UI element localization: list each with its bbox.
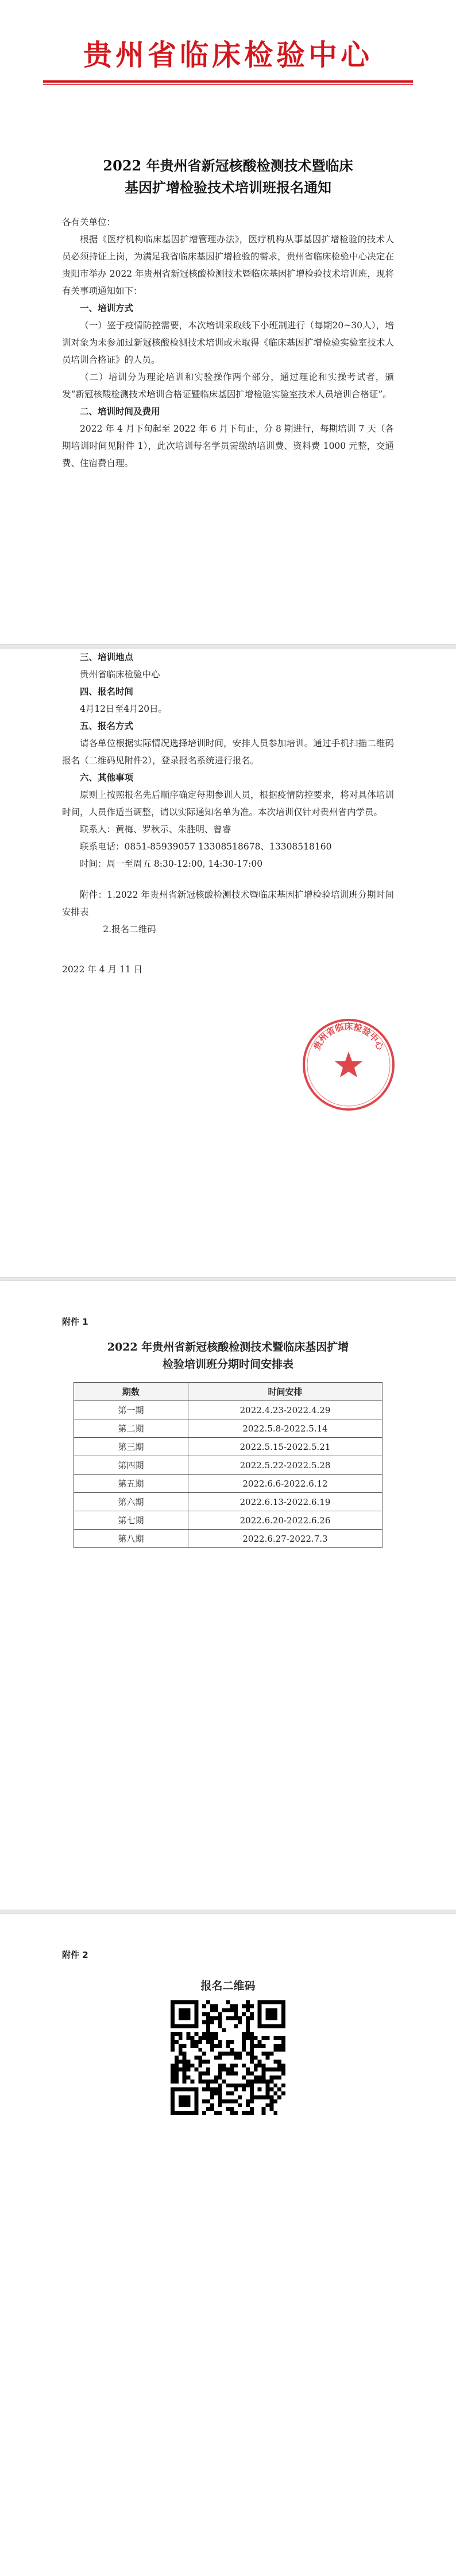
period-cell: 第四期 [74,1456,188,1475]
table-row [74,1511,382,1530]
attachment-2-page [0,1914,456,2576]
attachment-1-label: 附件 1 [62,1317,88,1327]
table-row [74,1419,382,1438]
time-fee-paragraph: 2022 年 4 月下旬起至 2022 年 6 月下旬止，分 8 期进行，每期培训 7 天（各期培训时间见附件 1），此次培训每名学员需缴纳培训费、资料费 1000 元整，交通费、住宿费自理。 [62,424,394,468]
table-row [74,1438,382,1456]
section-heading-time: 二、培训时间及费用 [80,406,160,417]
schedule-title [46,1339,410,1373]
qr-code-icon[interactable] [171,2000,285,2115]
period-cell: 第五期 [74,1475,188,1493]
schedule-title-line1: 2022 年贵州省新冠核酸检测技术暨临床基因扩增 [107,1341,349,1353]
signup-method-text: 请各单位根据实际情况选择培训时间，安排人员参加培训。通过手机扫描二维码报名（二维码见附件2），登录报名系统进行报名。 [62,738,394,766]
notice-page-1 [0,0,456,644]
section-heading-mode: 一、培训方式 [80,303,134,313]
period-cell: 第六期 [74,1493,188,1511]
date-range-cell: 2022.6.27-2022.7.3 [188,1530,382,1548]
notice-title-line1: 2022 年贵州省新冠核酸检测技术暨临床 [103,157,353,174]
mode-paragraph-2: （二）培训分为理论培训和实验操作两个部分，通过理论和实操考试者，颁发“新冠核酸检测技术培训合格证暨临床基因扩增检验实验室技术人员培训合格证”。 [62,372,394,399]
table-row [74,1530,382,1548]
svg-text:贵州省临床检验中心 [312,1021,386,1052]
header-rule-thin [43,84,413,85]
period-cell: 第二期 [74,1419,188,1438]
mode-paragraph-1: （一）鉴于疫情防控需要，本次培训采取线下小班制进行（每期20~30人），培训对象为未参加过新冠核酸检测技术培训或未取得《临床基因扩增检验实验室技术人员培训合格证》的人员。 [62,320,394,365]
schedule-title-line2: 检验培训班分期时间安排表 [162,1358,293,1371]
schedule-table [74,1382,382,1548]
date-range-cell: 2022.5.15-2022.5.21 [188,1438,382,1456]
contact-hours: 时间：周一至周五 8:30-12:00, 14:30-17:00 [80,859,263,869]
table-row [74,1456,382,1475]
header-rule-thick [43,80,413,83]
location-text: 贵州省临床检验中心 [80,669,160,680]
contact-people: 联系人：黄梅、罗秋示、朱胜明、曾睿 [80,824,231,835]
period-cell: 第三期 [74,1438,188,1456]
notice-body-part1 [62,214,394,468]
table-row [74,1475,382,1493]
notice-title-line2: 基因扩增检验技术培训班报名通知 [125,179,331,196]
period-cell: 第一期 [74,1401,188,1419]
attachment-2-label: 附件 2 [62,1950,88,1960]
date-range-cell: 2022.6.13-2022.6.19 [188,1493,382,1511]
section-heading-signup-method: 五、报名方式 [80,721,134,731]
date-range-cell: 2022.6.20-2022.6.26 [188,1511,382,1530]
date-range-cell: 2022.5.22-2022.5.28 [188,1456,382,1475]
column-header-period: 期数 [74,1383,188,1401]
period-cell: 第八期 [74,1530,188,1548]
column-header-time: 时间安排 [188,1383,382,1401]
signup-time-text: 4月12日至4月20日。 [80,704,168,714]
attachment-1-ref: 附件：1.2022 年贵州省新冠核酸检测技术暨临床基因扩增检验培训班分期时间安排表 [62,890,394,917]
date-range-cell: 2022.5.8-2022.5.14 [188,1419,382,1438]
salutation: 各有关单位： [62,217,116,227]
section-heading-other: 六、其他事项 [80,773,134,783]
signature-date: 2022 年 4 月 11 日 [62,964,143,975]
date-range-cell: 2022.4.23-2022.4.29 [188,1401,382,1419]
notice-body-part2 [62,649,394,978]
other-text: 原则上按照报名先后顺序确定每期参训人员，根据疫情防控要求，将对具体培训时间，人员作适当调整，请以实际通知名单为准。本次培训仅针对贵州省内学员。 [62,790,394,817]
qr-title: 报名二维码 [200,1980,256,1992]
date-range-cell: 2022.6.6-2022.6.12 [188,1475,382,1493]
table-row [74,1493,382,1511]
attachment-1-page [0,1281,456,1910]
org-header-title: 贵州省临床检验中心 [83,38,373,72]
period-cell: 第七期 [74,1511,188,1530]
notice-title [46,155,410,199]
section-heading-signup-time: 四、报名时间 [80,686,134,697]
table-row [74,1401,382,1419]
attachment-2-ref: 2.报名二维码 [103,924,156,934]
notice-page-2 [0,649,456,1277]
seal-text: 贵州省临床检验中心 [311,1021,386,1052]
schedule-header-row [74,1383,382,1401]
contact-phone: 联系电话：0851-85939057 13308518678、13308518160 [80,841,332,852]
intro-paragraph: 根据《医疗机构临床基因扩增管理办法》，医疗机构从事基因扩增检验的技术人员必须持证上岗，为满足我省临床基因扩增检验的需求，贵州省临床检验中心决定在贵阳市举办 2022 年贵州省新冠核酸检测技术暨临床基因扩增检验技术培训班，现将有关事项通知如下： [62,234,394,296]
section-heading-location: 三、培训地点 [80,652,134,662]
official-seal-icon [300,1016,397,1114]
